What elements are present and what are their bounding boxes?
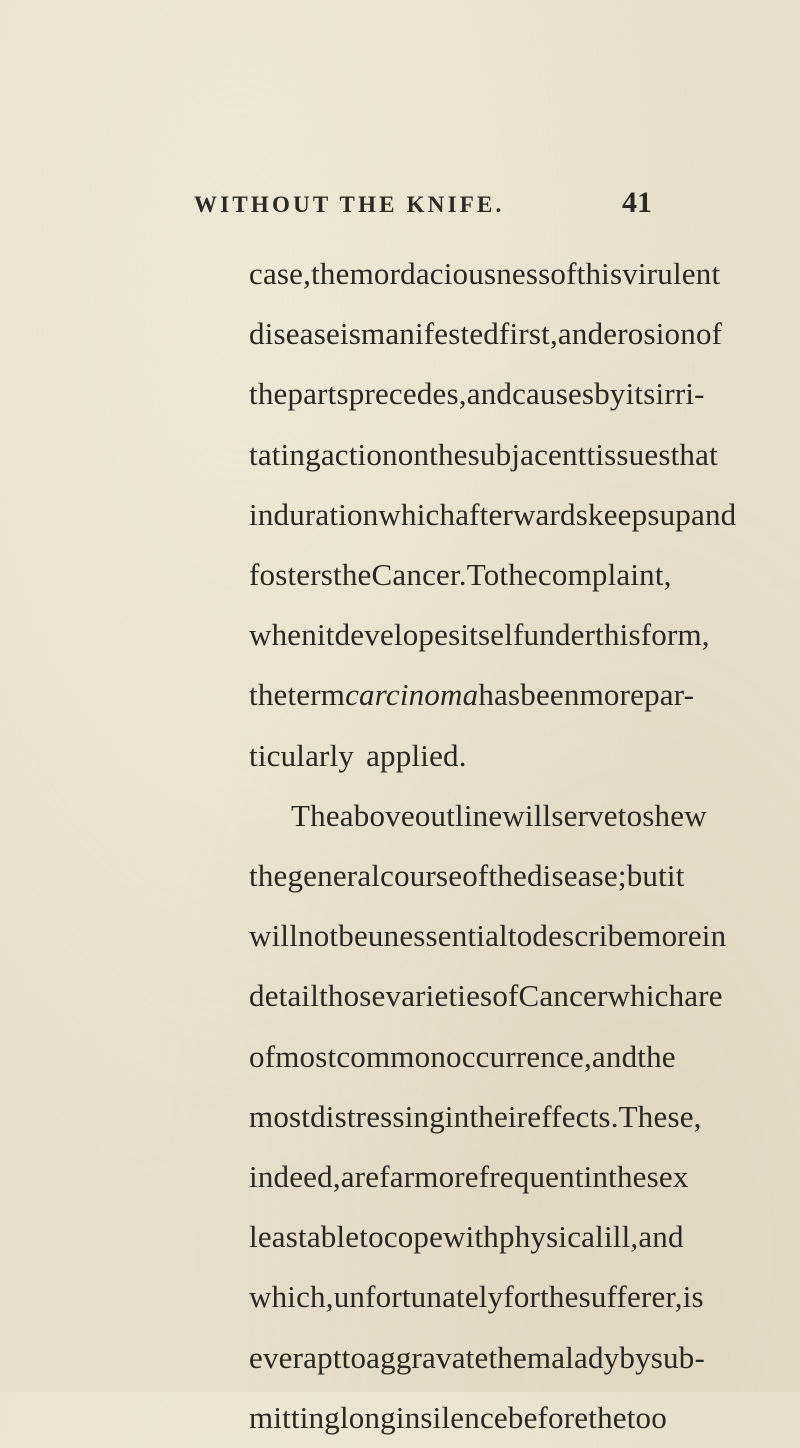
- word: least: [249, 1219, 307, 1255]
- word: this: [595, 617, 641, 653]
- word: its: [625, 376, 656, 412]
- word: the: [333, 557, 372, 592]
- word: form,: [640, 617, 710, 653]
- word: erosion: [603, 316, 696, 352]
- running-title: WITHOUT THE KNIFE.: [194, 192, 505, 217]
- word: this: [576, 256, 623, 291]
- word: mitting: [249, 1399, 340, 1435]
- text-line: [249, 485, 737, 545]
- word: of: [550, 256, 577, 291]
- word: up: [659, 496, 691, 532]
- word: most: [275, 1038, 337, 1074]
- word: induration: [249, 496, 379, 532]
- word: of: [462, 858, 489, 893]
- word: frequent: [478, 1159, 584, 1194]
- word: which,: [249, 1279, 334, 1315]
- word: to: [359, 1219, 384, 1255]
- text-line: [249, 1087, 702, 1147]
- word: most: [249, 1098, 311, 1134]
- word: shew: [642, 797, 707, 833]
- text-line: [249, 1328, 705, 1388]
- word: has: [478, 677, 521, 713]
- word: those: [319, 978, 386, 1014]
- word: The: [291, 797, 340, 833]
- word: causes: [512, 376, 595, 412]
- word: it: [666, 858, 685, 893]
- word: keeps: [588, 496, 660, 532]
- word: under: [523, 617, 596, 653]
- text-line: [291, 786, 707, 846]
- word: ever: [249, 1339, 304, 1375]
- text-line: [249, 605, 710, 665]
- word: precedes,: [348, 376, 467, 412]
- word: more: [579, 677, 645, 713]
- word: applied.: [366, 737, 467, 773]
- word: disease: [526, 858, 618, 893]
- text-line: [249, 364, 705, 424]
- word: the: [499, 557, 538, 592]
- word: which: [607, 978, 685, 1014]
- word: complaint,: [537, 557, 672, 592]
- word: not: [298, 918, 339, 954]
- word: before: [507, 1399, 589, 1435]
- word: their: [469, 1098, 528, 1134]
- page-number: 41: [622, 186, 652, 219]
- word: are: [340, 1159, 380, 1194]
- word: long: [339, 1399, 396, 1435]
- word: apt: [303, 1339, 342, 1375]
- word: itself: [460, 617, 524, 653]
- word: the: [637, 1038, 676, 1074]
- word: the: [540, 1279, 579, 1315]
- word: describe: [532, 918, 638, 954]
- word: parts: [287, 376, 349, 412]
- text-line: [249, 1388, 667, 1448]
- word: more: [637, 918, 702, 954]
- word: occurrence,: [446, 1038, 592, 1074]
- word: in: [701, 918, 727, 954]
- word: too: [626, 1399, 667, 1435]
- word: common: [336, 1038, 447, 1074]
- word: action: [320, 436, 398, 472]
- word: that: [670, 436, 718, 472]
- word: above: [339, 797, 415, 833]
- word: serve: [551, 797, 618, 833]
- word: are: [684, 978, 723, 1014]
- word: will: [249, 918, 299, 954]
- word: course: [380, 858, 463, 893]
- word: by: [619, 1339, 651, 1375]
- text-line: [249, 1267, 704, 1327]
- text-line: [249, 665, 695, 725]
- text-line: [249, 726, 479, 786]
- word: unfortunately: [333, 1279, 504, 1315]
- word: but: [626, 858, 667, 893]
- word: to: [617, 797, 643, 833]
- word: sub-: [650, 1339, 705, 1375]
- word: developes: [334, 617, 461, 653]
- word: the: [249, 677, 288, 713]
- word: in: [444, 1098, 470, 1134]
- word: on: [397, 436, 430, 472]
- word: To: [466, 557, 500, 592]
- word: first,: [499, 316, 558, 352]
- word: physical: [499, 1219, 604, 1255]
- word: in: [583, 1159, 609, 1194]
- word: when: [249, 617, 317, 653]
- word: manifested: [361, 316, 500, 352]
- word: with: [443, 1219, 500, 1255]
- word: unessential: [367, 918, 508, 954]
- word: fosters: [249, 557, 334, 592]
- word: is: [682, 1279, 704, 1315]
- word: of: [695, 316, 723, 352]
- word: distressing: [310, 1098, 445, 1134]
- word: by: [594, 376, 626, 412]
- word: more: [414, 1159, 479, 1194]
- word: and: [466, 376, 513, 412]
- word: and: [591, 1038, 638, 1074]
- word: be: [338, 918, 368, 954]
- word: and: [691, 496, 737, 532]
- word: and: [557, 316, 604, 352]
- word: sex: [646, 1159, 689, 1194]
- running-head: [194, 186, 652, 222]
- word: the: [311, 256, 350, 291]
- word: aggravate: [366, 1339, 489, 1375]
- word: ticularly: [249, 737, 355, 773]
- word: outline: [414, 797, 503, 833]
- word: been: [520, 677, 580, 713]
- word: sufferer,: [578, 1279, 683, 1315]
- text-line: [249, 846, 685, 906]
- word: term: [287, 677, 346, 713]
- text-line: [249, 244, 721, 304]
- word: mordaciousness: [349, 256, 551, 291]
- word: will: [502, 797, 552, 833]
- word: it: [316, 617, 335, 653]
- word: the: [249, 376, 288, 412]
- word: disease: [249, 316, 340, 352]
- text-line: [249, 304, 723, 364]
- text-line: [249, 966, 723, 1026]
- word: silence: [420, 1399, 508, 1435]
- word: irri-: [655, 376, 705, 412]
- text-line: [249, 425, 718, 485]
- word: par-: [644, 677, 695, 713]
- word: malady: [526, 1339, 620, 1375]
- word: case,: [249, 256, 312, 291]
- text-line: [249, 1147, 689, 1207]
- text-line: [249, 545, 672, 605]
- text-line: [249, 1207, 684, 1267]
- word: the: [249, 858, 288, 893]
- word: to: [341, 1339, 367, 1375]
- word: Cancer: [518, 978, 608, 1014]
- word: effects.: [527, 1098, 619, 1134]
- text-line: [249, 906, 727, 966]
- word: for: [503, 1279, 541, 1315]
- word: tissues: [586, 436, 671, 472]
- text-line: [249, 1027, 676, 1087]
- word: the: [588, 1399, 627, 1435]
- word: in: [395, 1399, 421, 1435]
- word: tating: [249, 436, 321, 472]
- word: virulent: [622, 256, 721, 291]
- word: of: [492, 978, 519, 1014]
- word: to: [507, 918, 533, 954]
- word: is: [339, 316, 361, 352]
- word: of: [249, 1038, 276, 1074]
- word: the: [488, 858, 527, 893]
- word: cope: [383, 1219, 444, 1255]
- word: afterwards: [455, 496, 588, 532]
- word: subjacent: [467, 436, 587, 472]
- word: detail: [249, 978, 320, 1014]
- word: carcinoma: [345, 677, 479, 713]
- word: which: [378, 496, 456, 532]
- word: ;: [617, 858, 627, 893]
- word: and: [638, 1219, 684, 1255]
- word: general: [287, 858, 381, 893]
- word: varieties: [385, 978, 493, 1014]
- word: indeed,: [249, 1159, 341, 1194]
- word: able: [306, 1219, 360, 1255]
- word: the: [429, 436, 468, 472]
- word: far: [379, 1159, 415, 1194]
- word: the: [488, 1339, 527, 1375]
- word: ill,: [603, 1219, 639, 1255]
- word: Cancer.: [371, 557, 467, 592]
- word: the: [608, 1159, 647, 1194]
- word: These,: [618, 1098, 702, 1134]
